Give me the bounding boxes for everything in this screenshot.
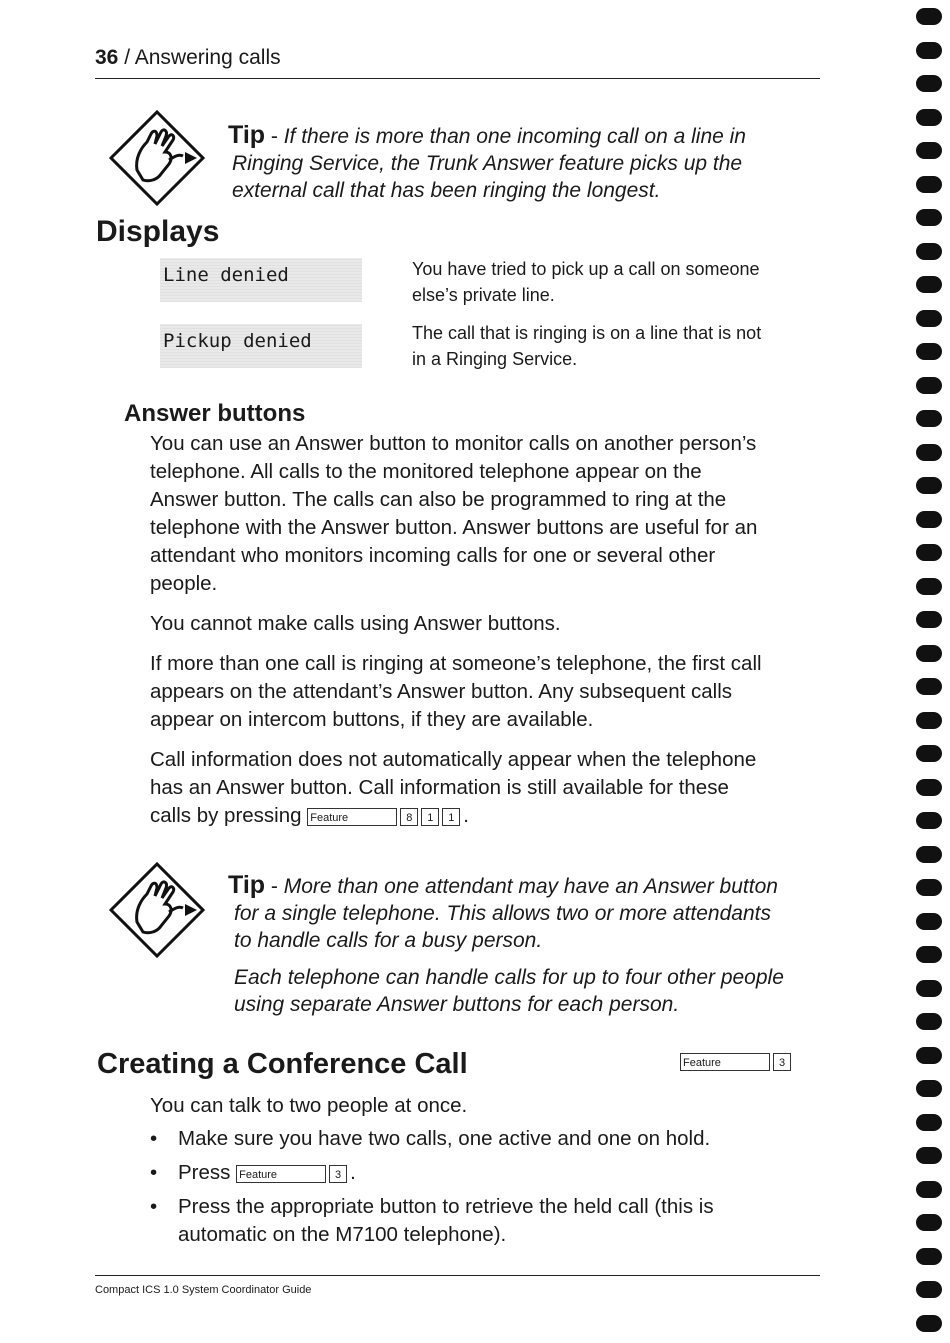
binding-ring xyxy=(916,779,942,796)
bullet-text: Press the appropriate button to retrieve the held call (this is xyxy=(178,1195,714,1218)
binding-ring xyxy=(916,745,942,762)
bullet-dot: • xyxy=(150,1195,158,1218)
para-text: calls by pressing xyxy=(150,804,302,827)
binding-ring xyxy=(916,477,942,494)
binding-ring xyxy=(916,343,942,360)
binding-ring xyxy=(916,611,942,628)
binding-ring xyxy=(916,946,942,963)
binding-ring xyxy=(916,678,942,695)
tip-line-wrap xyxy=(228,900,828,927)
binding-ring xyxy=(916,1080,942,1097)
binding-ring xyxy=(916,812,942,829)
conference-heading: Creating a Conference Call xyxy=(97,1048,468,1080)
binding-ring xyxy=(916,109,942,126)
binding-ring xyxy=(916,75,942,92)
binding-ring xyxy=(916,1214,942,1231)
bullet-text: automatic on the M7100 telephone). xyxy=(178,1223,507,1246)
tip-text: using separate Answer buttons for each person. xyxy=(234,993,680,1016)
binding-ring xyxy=(916,1114,942,1131)
digit-key: 3 xyxy=(329,1165,347,1183)
header-rule xyxy=(95,78,820,79)
tip-text: More than one attendant may have an Answer button xyxy=(283,875,778,898)
para-line: telephone. All calls to the monitored telephone appear on the xyxy=(150,460,702,483)
tip-text: Each telephone can handle calls for up to four other people xyxy=(234,966,784,989)
header-separator: / xyxy=(118,46,135,69)
digit-key: 1 xyxy=(442,808,460,826)
header-section: Answering calls xyxy=(134,46,281,69)
para-line: You can use an Answer button to monitor calls on another person’s xyxy=(150,432,757,455)
bullet-dot: • xyxy=(150,1161,158,1184)
binding-ring xyxy=(916,1047,942,1064)
binding-ring xyxy=(916,42,942,59)
binding-ring xyxy=(916,544,942,561)
binding-ring xyxy=(916,578,942,595)
lcd-line-denied: Line denied xyxy=(160,258,362,302)
tip-text: If there is more than one incoming call on a line in xyxy=(283,125,746,148)
para-line: has an Answer button. Call information is still available for these xyxy=(150,776,729,799)
para-text: . xyxy=(463,804,469,827)
tip-hand-icon xyxy=(107,860,207,960)
conference-keys xyxy=(680,1050,794,1073)
bullet-text: . xyxy=(350,1161,356,1184)
digit-key: 8 xyxy=(400,808,418,826)
tip-hand-icon xyxy=(107,108,207,208)
binding-ring xyxy=(916,209,942,226)
feature-key: Feature xyxy=(680,1053,770,1071)
binding-ring xyxy=(916,243,942,260)
binding-ring xyxy=(916,846,942,863)
binding-ring xyxy=(916,1315,942,1332)
display-description xyxy=(412,320,812,372)
tip-dash: - xyxy=(265,875,284,898)
display-desc-line: The call that is ringing is on a line that is not xyxy=(412,323,762,343)
binding-ring xyxy=(916,410,942,427)
para-line-keys xyxy=(150,802,820,830)
tip-dash: - xyxy=(265,125,284,148)
tip-text: for a single telephone. This allows two or more attendants xyxy=(234,902,771,925)
answer-para-3 xyxy=(150,650,820,734)
binding-ring xyxy=(916,276,942,293)
para-line: If more than one call is ringing at someone’s telephone, the first call xyxy=(150,652,762,675)
answer-para-1 xyxy=(150,430,820,598)
binding-ring xyxy=(916,913,942,930)
binding-ring xyxy=(916,310,942,327)
binding-ring xyxy=(916,8,942,25)
tip-line-wrap xyxy=(228,991,828,1018)
tip-label: Tip xyxy=(228,871,266,899)
tip-text: external call that has been ringing the longest. xyxy=(232,179,661,202)
binding-ring xyxy=(916,1147,942,1164)
page-number: 36 xyxy=(95,46,119,69)
binding-ring xyxy=(916,712,942,729)
para-line: people. xyxy=(150,572,218,595)
binding-ring xyxy=(916,444,942,461)
page-header xyxy=(95,46,281,70)
binding-ring xyxy=(916,1281,942,1298)
digit-key: 3 xyxy=(773,1053,791,1071)
tip-text: to handle calls for a busy person. xyxy=(234,929,543,952)
tip-box xyxy=(228,872,828,1018)
binding-ring xyxy=(916,1248,942,1265)
lcd-pickup-denied: Pickup denied xyxy=(160,324,362,368)
para-line: appear on intercom buttons, if they are available. xyxy=(150,708,594,731)
para-line: Call information does not automatically appear when the telephone xyxy=(150,748,757,771)
tip-line-2-wrap xyxy=(228,150,828,177)
binding-ring xyxy=(916,176,942,193)
bullet-item xyxy=(150,1193,818,1249)
binding-ring xyxy=(916,1181,942,1198)
binding-ring xyxy=(916,980,942,997)
para-line: Answer button. The calls can also be programmed to ring at the xyxy=(150,488,727,511)
binding-ring xyxy=(916,511,942,528)
tip-line-1 xyxy=(228,872,828,900)
binding-ring xyxy=(916,1013,942,1030)
footer-rule xyxy=(95,1275,820,1276)
footer-text: Compact ICS 1.0 System Coordinator Guide xyxy=(95,1284,312,1296)
tip-label: Tip xyxy=(228,121,266,149)
answer-buttons-heading: Answer buttons xyxy=(124,400,306,427)
bullet-text: Press xyxy=(178,1161,231,1184)
tip-box xyxy=(228,122,828,204)
para-line: attendant who monitors incoming calls for one or several other xyxy=(150,544,716,567)
para-line: appears on the attendant’s Answer button. Any subsequent calls xyxy=(150,680,732,703)
display-description xyxy=(412,256,812,308)
binding-ring xyxy=(916,142,942,159)
binding-ring xyxy=(916,879,942,896)
displays-heading: Displays xyxy=(96,215,220,248)
binding-ring xyxy=(916,645,942,662)
bullet-text: Make sure you have two calls, one active and one on hold. xyxy=(178,1127,711,1150)
bullet-dot: • xyxy=(150,1127,158,1150)
answer-para-2: You cannot make calls using Answer buttons. xyxy=(150,612,561,635)
tip-text: Ringing Service, the Trunk Answer feature picks up the xyxy=(232,152,743,175)
display-desc-line: in a Ringing Service. xyxy=(412,349,578,369)
conference-intro: You can talk to two people at once. xyxy=(150,1094,468,1117)
bullet-item xyxy=(150,1159,818,1187)
para-line: telephone with the Answer button. Answer buttons are useful for an xyxy=(150,516,758,539)
binding-ring xyxy=(916,377,942,394)
feature-key: Feature xyxy=(307,808,397,826)
tip-line-wrap xyxy=(228,927,828,954)
tip-line-1 xyxy=(228,122,828,150)
digit-key: 1 xyxy=(421,808,439,826)
tip-line-wrap xyxy=(228,964,828,991)
feature-key: Feature xyxy=(236,1165,326,1183)
tip-line-3-wrap xyxy=(228,177,828,204)
display-desc-line: You have tried to pick up a call on someone xyxy=(412,259,760,279)
bullet-item xyxy=(150,1125,818,1153)
spiral-binding-icon xyxy=(910,0,950,1343)
answer-para-4 xyxy=(150,746,820,830)
display-desc-line: else’s private line. xyxy=(412,285,555,305)
